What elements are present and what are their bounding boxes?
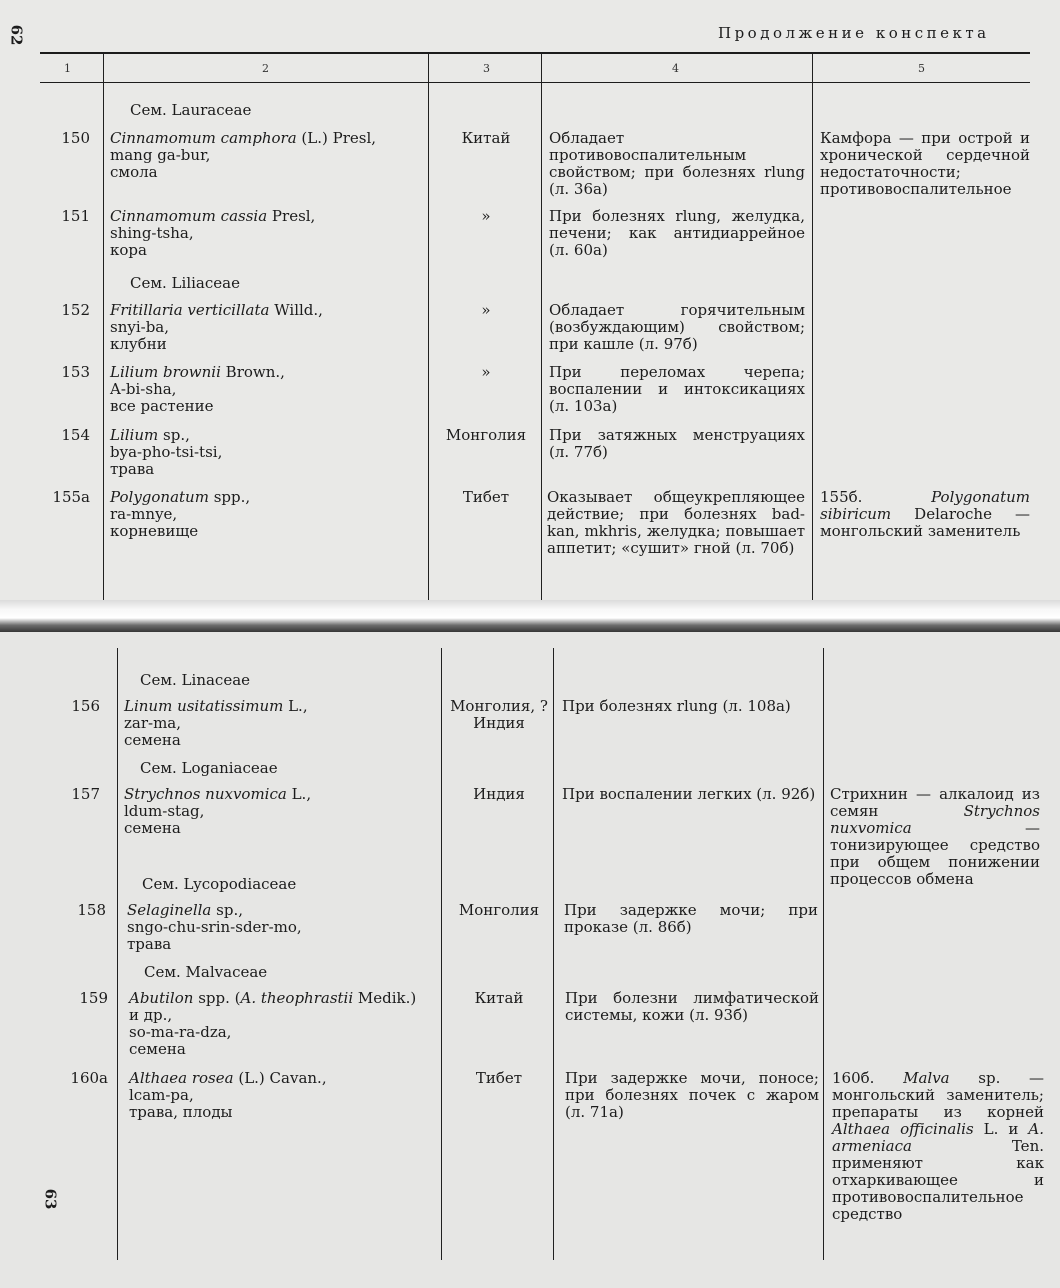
plant-part: все растение [110, 397, 214, 415]
region: » [481, 301, 491, 319]
page-number: 63 [41, 1188, 60, 1210]
column-header-4: 4 [672, 62, 679, 75]
entry-number: 156 [71, 697, 100, 715]
note-part: Ten. применяют как отхаркивающее и противовоспалительное средство [832, 1137, 1044, 1223]
action-text: При переломах черепа; воспалении и интоксикациях (л. 103а) [549, 363, 805, 415]
species-author: Willd., [269, 301, 323, 319]
region: Монголия, ?Индия [450, 697, 548, 732]
species-name: Cinnamomum camphora [110, 129, 297, 147]
family-heading: Сем. Lauraceae [130, 101, 252, 119]
species-cell [110, 427, 425, 478]
species-cell [110, 364, 425, 415]
header-bottom-rule [40, 82, 1030, 83]
note-part: L. и [973, 1120, 1029, 1138]
plant-part: смола [110, 163, 158, 181]
action-text: Обладает горячительным (возбуждающим) свойством; при кашле (л. 97б) [549, 301, 805, 353]
plant-part: семена [129, 1040, 186, 1058]
column-rule [812, 54, 813, 602]
region: Тибет [462, 488, 510, 506]
region: Индия [473, 785, 525, 803]
species-name: Polygonatum [110, 488, 209, 506]
tibetan-name: snyi-ba, [110, 318, 170, 336]
tibetan-name: mang ga-bur, [110, 146, 211, 164]
tibetan-name: sngo-chu-srin-sder-mo, [127, 918, 302, 936]
action-text: При воспалении легких (л. 92б) [562, 785, 816, 803]
region: Монголия [445, 426, 527, 444]
species-name: Lilium brownii [110, 363, 221, 381]
entry-number: 155а [52, 488, 90, 506]
action-text: При затяжных менструациях (л. 77б) [549, 426, 805, 461]
header-top-rule [40, 52, 1030, 54]
species-author: L., [283, 697, 308, 715]
species-author: (L.) Presl, [296, 129, 377, 147]
note-suffix: — тонизирующее средство при общем понижении процессов обмена [830, 819, 1040, 888]
note-species: A. armeniaca [832, 1120, 1044, 1155]
column-rule [541, 54, 542, 602]
action-text: При задержке мочи, поносе; при болезнях почек с жаром (л. 71а) [565, 1069, 819, 1121]
species-extra: и др., [129, 1006, 173, 1024]
running-head: Продолжение конспекта [718, 24, 990, 42]
species-name: Strychnos nuxvomica [124, 785, 287, 803]
tibetan-name: so-ma-ra-dza, [129, 1023, 232, 1041]
species-name: Linum usitatissimum [124, 697, 284, 715]
column-header-2: 2 [262, 62, 269, 75]
species-name: Selaginella [127, 901, 212, 919]
plant-part: трава, плоды [129, 1103, 233, 1121]
note-species: Malva [903, 1069, 950, 1087]
note-text: Камфора — при острой и хронической сердечной недостаточности; противовоспалительное [820, 129, 1030, 198]
family-heading: Сем. Liliaceae [130, 274, 240, 292]
region: Монголия [458, 901, 540, 919]
tibetan-name: bya-pho-tsi-tsi, [110, 443, 223, 461]
action-text: При болезнях rlung, желудка, печени; как антидиаррейное (л. 60а) [549, 207, 805, 259]
note-species: Polygonatum sibiricum [820, 488, 1030, 523]
species-cell [110, 130, 425, 181]
species-cell [124, 698, 439, 749]
plant-part: клубни [110, 335, 167, 353]
species-author-2: Medik.) [353, 989, 417, 1007]
species-author: Presl, [267, 207, 316, 225]
note-text [820, 489, 1030, 540]
note-prefix: Стрихнин — алкалоид из семян [830, 785, 1040, 820]
column-header-3: 3 [483, 62, 490, 75]
species-author: Brown., [220, 363, 285, 381]
tibetan-name: shing-tsha, [110, 224, 194, 242]
action-text: Обладает противовоспалительным свойством; при болезнях rlung (л. 36а) [549, 129, 805, 198]
family-heading: Сем. Lycopodiaceae [142, 875, 297, 893]
note-part: sp. — монгольский заменитель; препараты из корней [832, 1069, 1044, 1121]
column-rule [441, 648, 442, 1260]
entry-number: 154 [61, 426, 90, 444]
note-suffix: Delaroche — монгольский заменитель [820, 505, 1030, 540]
species-name-2: A. theophrastii [240, 989, 354, 1007]
column-header-1: 1 [64, 62, 71, 75]
column-rule [553, 648, 554, 1260]
region: Тибет [475, 1069, 523, 1087]
family-heading: Сем. Malvaceae [144, 963, 268, 981]
region: Китай [461, 129, 511, 147]
plant-part: трава [110, 460, 155, 478]
note-part: 160б. [832, 1069, 904, 1087]
entry-number: 152 [61, 301, 90, 319]
entry-number: 151 [61, 207, 90, 225]
species-name: Abutilon [129, 989, 194, 1007]
species-cell [110, 489, 425, 540]
page-number: 62 [7, 24, 26, 46]
entry-number: 157 [71, 785, 100, 803]
action-text: При болезнях rlung (л. 108а) [562, 697, 791, 715]
column-header-5: 5 [918, 62, 925, 75]
action-text: Оказывает общеукрепляющее действие; при болезнях bad-kan, mkhris, желудка; повышает аппетит; «сушит» гной (л. 70б) [547, 488, 805, 557]
entry-number: 150 [61, 129, 90, 147]
column-rule [103, 54, 104, 602]
family-heading: Сем. Linaceae [140, 671, 251, 689]
note-species: Althaea officinalis [832, 1120, 974, 1138]
note-prefix: 155б. [820, 488, 932, 506]
species-cell [110, 302, 425, 353]
note-species: Strychnos nuxvomica [830, 802, 1040, 837]
region: » [481, 363, 491, 381]
entry-number: 159 [79, 989, 108, 1007]
species-cell [127, 902, 439, 953]
species-author: sp., [211, 901, 243, 919]
column-rule [117, 648, 118, 1260]
tibetan-name: zar-ma, [124, 714, 182, 732]
species-cell [110, 208, 425, 259]
plant-part: кора [110, 241, 147, 259]
book-gutter [0, 600, 1060, 636]
action-text: При задержке мочи; при проказе (л. 86б) [564, 901, 818, 936]
species-name: Lilium [110, 426, 159, 444]
family-heading: Сем. Loganiaceae [140, 759, 278, 777]
plant-part: корневище [110, 522, 199, 540]
species-author: spp., [208, 488, 251, 506]
species-name: Cinnamomum cassia [110, 207, 268, 225]
tibetan-name: A-bi-sha, [110, 380, 177, 398]
tibetan-name: ra-mnye, [110, 505, 178, 523]
entry-number: 153 [61, 363, 90, 381]
species-name: Althaea rosea [129, 1069, 234, 1087]
plant-part: семена [124, 731, 181, 749]
species-name: Fritillaria verticillata [110, 301, 270, 319]
species-cell [129, 990, 441, 1058]
column-rule [823, 648, 824, 1260]
tibetan-name: lcam-pa, [129, 1086, 194, 1104]
page-62 [0, 0, 1060, 603]
action-text: При болезни лимфатической системы, кожи (л. 93б) [565, 989, 819, 1024]
species-author: spp. ( [193, 989, 241, 1007]
plant-part: семена [124, 819, 181, 837]
species-cell [129, 1070, 441, 1121]
species-author: L., [286, 785, 312, 803]
plant-part: трава [127, 935, 172, 953]
species-author: (L.) Cavan., [233, 1069, 327, 1087]
species-cell [124, 786, 439, 837]
entry-number: 158 [77, 901, 106, 919]
note-text [830, 786, 1040, 888]
region: » [481, 207, 491, 225]
region: Китай [474, 989, 524, 1007]
entry-number: 160а [70, 1069, 108, 1087]
page-63 [0, 632, 1060, 1288]
note-text [832, 1070, 1044, 1223]
tibetan-name: ldum-stag, [124, 802, 205, 820]
column-rule [428, 54, 429, 602]
species-author: sp., [158, 426, 190, 444]
